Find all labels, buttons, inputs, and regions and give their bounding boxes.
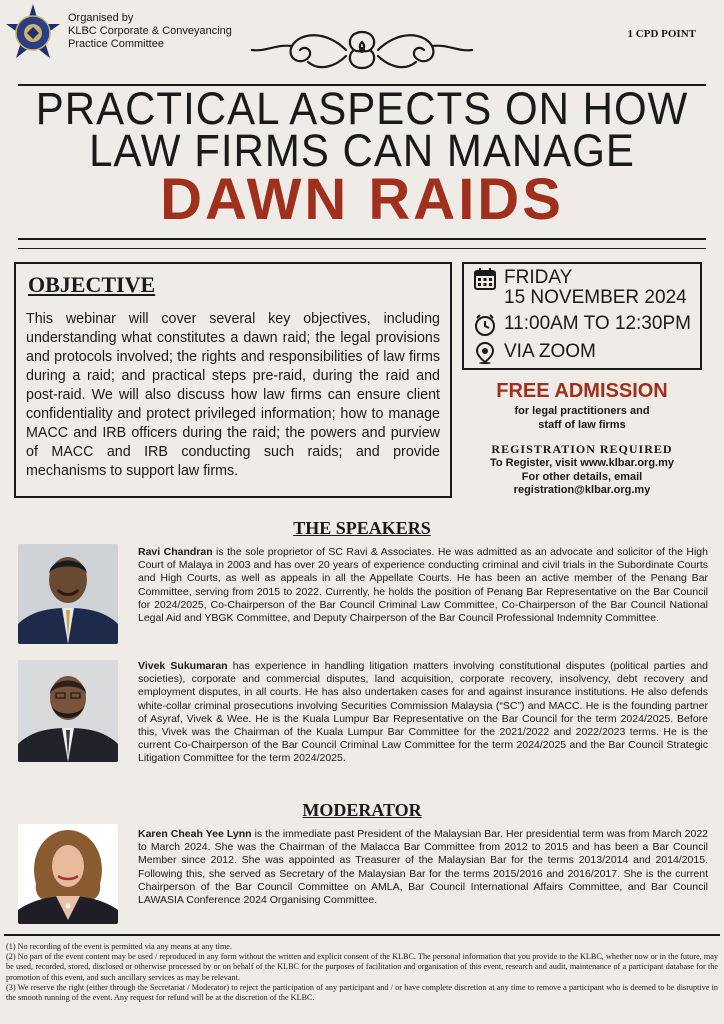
registration-details xyxy=(462,457,702,498)
speaker-bio-vivek xyxy=(138,660,708,766)
title-rule-upper xyxy=(18,238,706,240)
moderator-heading: MODERATOR xyxy=(302,800,422,820)
event-venue-row xyxy=(474,342,596,364)
clock-icon xyxy=(474,314,496,336)
event-day: FRIDAY xyxy=(504,267,573,288)
event-time-row xyxy=(474,314,691,336)
registration-url[interactable]: To Register, visit www.klbar.org.my xyxy=(490,457,674,469)
footnote: (3) We reserve the right (either through the Secretariat / Moderator) to reject the participation of any participant and / or have complete discretion at any time to remove a participant who is deemed to be disruptive in the smooth running of the event. Any request for refund will be at the discretion of the KLBC. xyxy=(6,982,718,1003)
cpd-points: 1 CPD POINT xyxy=(627,28,696,40)
event-date-row xyxy=(474,268,687,308)
admission-subtitle xyxy=(462,404,702,432)
title-line-2: LAW FIRMS CAN MANAGE xyxy=(89,125,635,176)
speaker-photo-ravi xyxy=(18,544,118,644)
title-line-1: PRACTICAL ASPECTS ON HOW xyxy=(35,83,689,134)
footnotes xyxy=(6,942,718,1003)
speaker-bio-text: has experience in handling litigation matters involving constitutional disputes (political parties and societies), corporate and commercial disputes, land acquisition, corporate recovery, insolvency, debt recovery and employment disputes, in all courts. He has also undertaken cases for and against insurance institutions. He also defends white-collar criminal prosecutions involving Securities Commission Malaysia (“SC”) and MACC. He is the founding partner of Asyraf, Vivek & Wee. He is the Kuala Lumpur Bar Representative on the Bar Council for the term 2024/2025. Before this, Vivek was the Chairman of the Kuala Lumpur Bar Committee for the 2021/2022 and 2022/2023 terms. He is the current Co-Chairperson of the Bar Council Criminal Law Committee for the term 2024/2025 and the Bar Council Strategic Litigation Committee for the term 2024/2025. xyxy=(138,660,708,765)
footnote: (2) No part of the event content may be used / reproduced in any form without the written and explicit consent of the KLBC. The personal information that you provide to the KLBC, whether now or in the future, may be used, recorded, stored, disclosed or otherwise processed by or on behalf of the KLBC for the purposes of facilitation and organisation of this event, research and audit, maintenance of a participant database for the promotion of this event, and such ancillary services as may be relevant. xyxy=(6,952,718,982)
organiser-line: KLBC Corporate & Conveyancing xyxy=(68,25,232,37)
organiser-text xyxy=(68,12,232,51)
title-line-3: DAWN RAIDS xyxy=(160,167,564,232)
speaker-name: Ravi Chandran xyxy=(138,546,213,558)
registration-title: REGISTRATION REQUIRED xyxy=(491,442,673,456)
speaker-photo-vivek xyxy=(18,660,118,762)
speaker-bio-text: is the sole proprietor of SC Ravi & Associates. He was admitted as an advocate and solicitor of the High Court of Malaya in 2003 and has over 20 years of experience conducting criminal and civil trials in the Subordinate Courts and High Courts, as well as appeals in all the Appellate Courts. He has been an active member of the Penang Bar Committee, serving from 2015 to 2022. Currently, he holds the position of Penang Bar Representative on the Bar Council for 2024/2025, Co-Chairperson of the Bar Council Criminal Law Committee, Co-Chairperson of the Bar Council National Legal Aid and YBGK Committee, and Deputy Chairperson of the Bar Council Professional Indemnity Committee. xyxy=(138,546,708,625)
event-date: 15 NOVEMBER 2024 xyxy=(504,287,687,308)
moderator-bio xyxy=(138,828,708,907)
free-admission-title: FREE ADMISSION xyxy=(496,380,668,402)
moderator-photo-karen xyxy=(18,824,118,924)
speaker-bio-ravi xyxy=(138,546,708,625)
registration-email[interactable]: registration@klbar.org.my xyxy=(513,484,651,496)
calendar-icon xyxy=(474,268,496,290)
admission-line: for legal practitioners and xyxy=(514,405,650,417)
admission-line: staff of law firms xyxy=(538,419,626,431)
moderator-name: Karen Cheah Yee Lynn xyxy=(138,828,252,840)
footnote: (1) No recording of the event is permitted via any means at any time. xyxy=(6,942,232,951)
event-venue: VIA ZOOM xyxy=(504,341,596,362)
objective-text: This webinar will cover several key objectives, including understanding what constitutes a dawn raid; the legal provisions and protocols involved; the rights and responsibilities of law firms during a raid; and practical steps pre-raid, during the raid and post-raid. We will also discuss how law firms can ensure client confidentiality and protect privileged information; how to manage MACC and IRB officers during the raid; the powers and purview of MACC and IRB conducting such raids; and provide mechanisms to support law firms. xyxy=(26,311,440,479)
speaker-name: Vivek Sukumaran xyxy=(138,660,228,672)
organiser-line: Organised by xyxy=(68,12,134,24)
speakers-heading: THE SPEAKERS xyxy=(293,518,431,538)
registration-line: For other details, email xyxy=(521,470,643,483)
organiser-line: Practice Committee xyxy=(68,38,164,50)
footer-rule xyxy=(4,934,720,936)
objective-heading: OBJECTIVE xyxy=(28,272,156,297)
klbc-logo xyxy=(2,2,64,64)
flourish-ornament xyxy=(246,22,478,78)
event-time: 11:00AM TO 12:30PM xyxy=(504,313,691,334)
moderator-bio-text: is the immediate past President of the Malaysian Bar. Her presidential term was from March 2022 to March 2024. She was the Chairman of the Malacca Bar Committee from 2012 to 2015 and has been a Bar Council Member since 2012. She was appointed as Treasurer of the Malaysian Bar for the terms 2013/2014 and 2014/2015. Following this, she served as Secretary of the Malaysian Bar for the terms 2015/2016 and 2016/2017. She is the current Chairperson of the Bar Council Committee on AMLA, Bar Council International Affairs Committee, and Bar Council LAWASIA Conference 2024 Organising Committee. xyxy=(138,828,708,907)
title-rule-lower xyxy=(18,248,706,249)
location-pin-icon xyxy=(474,342,496,364)
